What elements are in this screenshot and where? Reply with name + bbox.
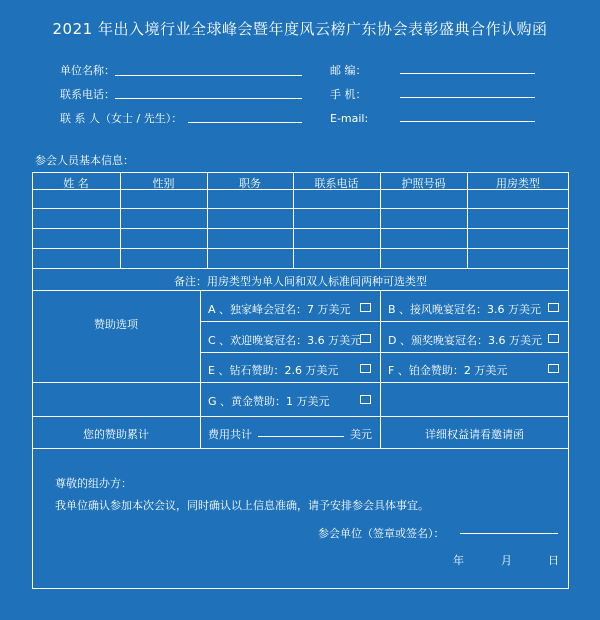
option-c-label: C 、欢迎晚宴冠名：3.6 万美元	[208, 334, 362, 347]
zip-field[interactable]	[400, 73, 535, 74]
contact-field[interactable]	[188, 122, 302, 123]
signature-label: 参会单位（签章或签名）：	[318, 527, 445, 540]
zip-label: 邮 编：	[330, 64, 367, 77]
details-note: 详细权益请看邀请函	[425, 428, 524, 441]
total-label: 您的赞助累计	[83, 428, 149, 441]
grid-line	[32, 416, 569, 417]
option-f-label: F 、铂金赞助：2 万美元	[388, 364, 508, 377]
grid-line	[32, 268, 569, 269]
signature-field[interactable]	[460, 533, 558, 534]
option-a-checkbox[interactable]	[360, 303, 371, 312]
company-label: 单位名称：	[60, 64, 115, 77]
option-e-label: E 、钻石赞助：2.6 万美元	[208, 364, 339, 377]
grid-line	[200, 416, 201, 448]
grid-line	[200, 290, 201, 416]
email-field[interactable]	[400, 121, 535, 122]
attendees-section-label: 参会人员基本信息：	[35, 154, 134, 167]
option-d-checkbox[interactable]	[548, 334, 559, 343]
mobile-field[interactable]	[400, 97, 535, 98]
option-b-label: B 、接风晚宴冠名：3.6 万美元	[388, 303, 542, 316]
contact-label: 联 系 人（女士 / 先生）：	[60, 112, 183, 125]
grid-line	[200, 352, 569, 353]
header-gender: 性别	[152, 177, 175, 190]
email-label: E-mail:	[330, 112, 369, 125]
company-field[interactable]	[115, 75, 302, 76]
grid-line	[32, 228, 569, 229]
header-room-type: 用房类型	[496, 177, 540, 190]
grid-line	[32, 208, 569, 209]
confirmation-text: 我单位确认参加本次会议，同时确认以上信息准确，请予安排参会具体事宜。	[55, 499, 429, 512]
fee-label: 费用共计	[208, 428, 252, 441]
mobile-label: 手 机：	[330, 88, 367, 101]
fee-unit: 美元	[350, 428, 372, 441]
grid-line	[32, 448, 569, 449]
grid-line	[380, 290, 381, 416]
phone-field[interactable]	[115, 98, 302, 99]
header-phone: 联系电话	[314, 177, 359, 190]
option-a-label: A 、独家峰会冠名：7 万美元	[208, 303, 351, 316]
page-title: 2021 年出入境行业全球峰会暨年度风云榜广东协会表彰盛典合作认购函	[52, 20, 548, 38]
option-c-checkbox[interactable]	[360, 334, 371, 343]
date-day: 日	[548, 554, 559, 567]
grid-line	[32, 248, 569, 249]
option-e-checkbox[interactable]	[360, 364, 371, 373]
option-b-checkbox[interactable]	[548, 303, 559, 312]
header-name: 姓 名	[63, 177, 89, 190]
date-year: 年	[453, 554, 464, 567]
header-position: 职务	[239, 177, 261, 190]
form-table	[32, 172, 569, 589]
sponsorship-label: 赞助选项	[94, 318, 138, 331]
option-g-checkbox[interactable]	[360, 395, 371, 404]
salutation: 尊敬的组办方：	[55, 477, 132, 490]
option-f-checkbox[interactable]	[548, 364, 559, 373]
header-passport: 护照号码	[401, 177, 446, 190]
option-g-label: G 、黄金赞助：1 万美元	[208, 395, 330, 408]
grid-line	[32, 290, 569, 291]
grid-line	[200, 321, 569, 322]
date-month: 月	[501, 554, 512, 567]
grid-line	[32, 382, 569, 383]
fee-field[interactable]	[258, 436, 344, 437]
room-type-note: 备注：用房类型为单人间和双人标准间两种可选类型	[174, 275, 427, 288]
option-d-label: D 、颁奖晚宴冠名：3.6 万美元	[388, 334, 542, 347]
phone-label: 联系电话：	[60, 88, 115, 101]
